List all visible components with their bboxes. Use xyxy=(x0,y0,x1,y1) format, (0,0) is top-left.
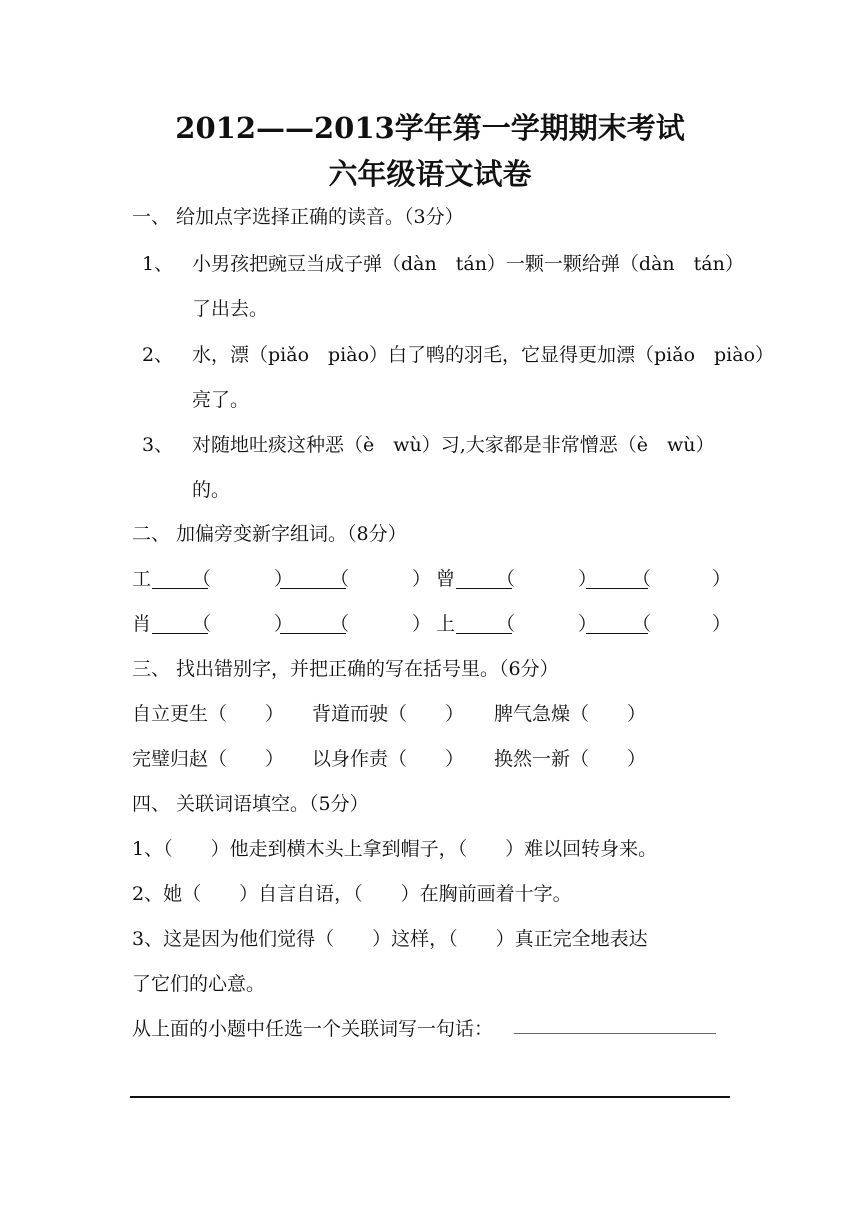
section1-item1-continuation: 了出去。 xyxy=(192,298,269,320)
section1-item2-text: 水，漂（piǎo piào）白了鸭的羽毛，它显得更加漂（piǎo piào） xyxy=(192,344,775,366)
section2-row2-paren-close4: ） xyxy=(712,613,732,635)
section1-heading: 一、 给加点字选择正确的读音。（3分） xyxy=(132,206,464,228)
section3-row1-item3: 脾气急燥（ ） xyxy=(494,703,647,725)
section3-heading: 三、 找出错别字，并把正确的写在括号里。（6分） xyxy=(132,658,559,680)
section4-item1: 1、（ ）他走到横木头上拿到帽子，（ ）难以回转身来。 xyxy=(132,838,658,860)
section2-row1-char-a: 工 xyxy=(132,568,152,590)
bottom-rule xyxy=(130,1096,730,1098)
section1-item3-continuation: 的。 xyxy=(192,479,231,501)
exam-subtitle: 六年级语文试卷 xyxy=(328,157,532,191)
section2-row2-paren-close1: ） xyxy=(274,613,294,635)
section3-row2-item2: 以身作责（ ） xyxy=(312,748,465,770)
section2-row2-paren-open3: （ xyxy=(496,613,516,635)
section1-item3-number: 3、 xyxy=(142,434,174,456)
section2-row1-paren-close2: ） xyxy=(412,568,432,590)
section2-row2-paren-open1: （ xyxy=(192,613,212,635)
section4-item2: 2、她（ ）自言自语，（ ）在胸前画着十字。 xyxy=(132,883,572,905)
section2-row2-paren-open4: （ xyxy=(632,613,652,635)
section4-item3-continuation: 了它们的心意。 xyxy=(132,973,266,995)
section2-row1-paren-open2: （ xyxy=(330,568,350,590)
section1-item1-number: 1、 xyxy=(142,253,174,275)
section1-item3-text: 对随地吐痰这种恶（è wù）习,大家都是非常憎恶（è wù） xyxy=(192,434,715,456)
section3-row1-item2: 背道而驶（ ） xyxy=(312,703,465,725)
section2-heading: 二、 加偏旁变新字组词。（8分） xyxy=(132,523,407,545)
section2-row2-char-a: 肖 xyxy=(132,613,152,635)
section2-row1-paren-open3: （ xyxy=(496,568,516,590)
section2-row2-char-b: 上 xyxy=(436,613,456,635)
section1-item2-number: 2、 xyxy=(142,344,174,366)
section2-row1-char-b: 曾 xyxy=(436,568,456,590)
section2-row2-paren-close3: ） xyxy=(578,613,598,635)
section3-row1-item1: 自立更生（ ） xyxy=(132,703,285,725)
section3-row2-item1: 完璧归赵（ ） xyxy=(132,748,285,770)
section1-item2-continuation: 亮了。 xyxy=(192,389,250,411)
section2-row2-paren-close2: ） xyxy=(412,613,432,635)
section3-row2-item3: 换然一新（ ） xyxy=(494,748,647,770)
section4-sentence-prompt: 从上面的小题中任选一个关联词写一句话： xyxy=(132,1018,494,1040)
exam-title: 2012——2013学年第一学期期末考试 xyxy=(175,111,685,145)
section4-sentence-answer-line[interactable] xyxy=(514,1033,716,1034)
section2-row1-paren-close1: ） xyxy=(274,568,294,590)
section4-heading: 四、 关联词语填空。（5分） xyxy=(132,793,369,815)
section2-row1-paren-open4: （ xyxy=(632,568,652,590)
section2-row1-paren-open1: （ xyxy=(192,568,212,590)
section4-item3: 3、这是因为他们觉得（ ）这样，（ ）真正完全地表达 xyxy=(132,928,648,950)
section2-row1-paren-close3: ） xyxy=(578,568,598,590)
section2-row2-paren-open2: （ xyxy=(330,613,350,635)
section2-row1-paren-close4: ） xyxy=(712,568,732,590)
section1-item1-text: 小男孩把豌豆当成子弹（dàn tán）一颗一颗给弹（dàn tán） xyxy=(192,253,744,275)
